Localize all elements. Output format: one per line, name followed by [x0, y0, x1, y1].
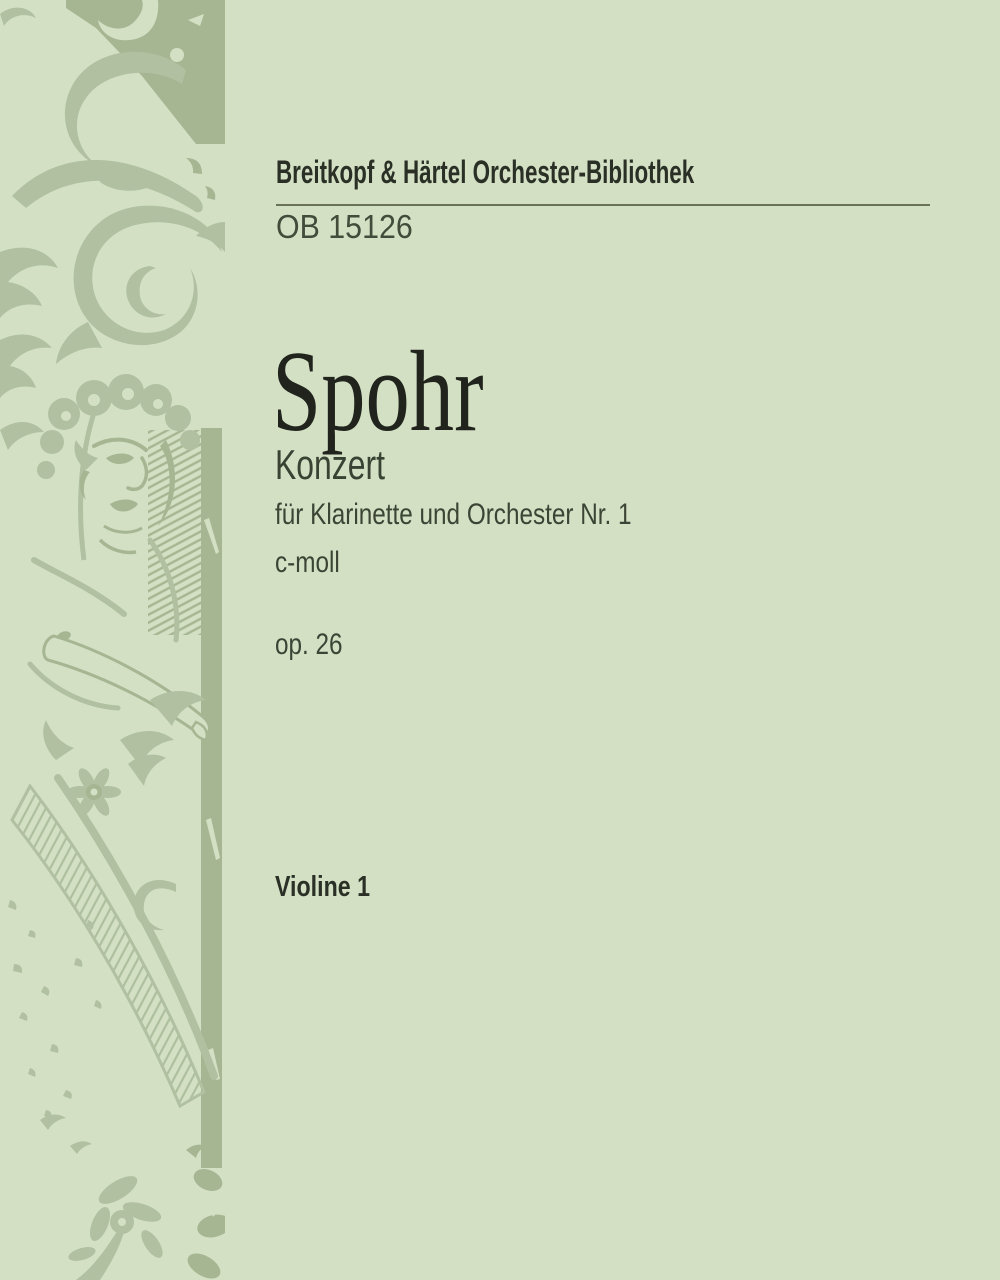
publisher-series-title-text: Breitkopf & Härtel Orchester-Bibliothek [276, 154, 695, 190]
part-name [275, 873, 394, 902]
opus-number-text: op. 26 [275, 628, 343, 661]
work-title [275, 441, 420, 488]
catalog-number-text: OB 15126 [276, 208, 413, 245]
part-name-text: Violine 1 [275, 871, 370, 903]
work-subtitle-text: für Klarinette und Orchester Nr. 1 [275, 498, 632, 531]
header-divider-rule [276, 204, 930, 206]
baroque-ornament-band [0, 0, 225, 1280]
work-key-text: c-moll [275, 546, 340, 579]
composer-name-text: Spohr [272, 328, 484, 455]
composer-name [272, 328, 547, 455]
work-key [275, 548, 355, 578]
work-subtitle [275, 500, 715, 530]
catalog-number [276, 210, 425, 243]
opus-number [275, 630, 358, 660]
publisher-series-title [276, 156, 873, 188]
work-title-text: Konzert [275, 441, 386, 488]
